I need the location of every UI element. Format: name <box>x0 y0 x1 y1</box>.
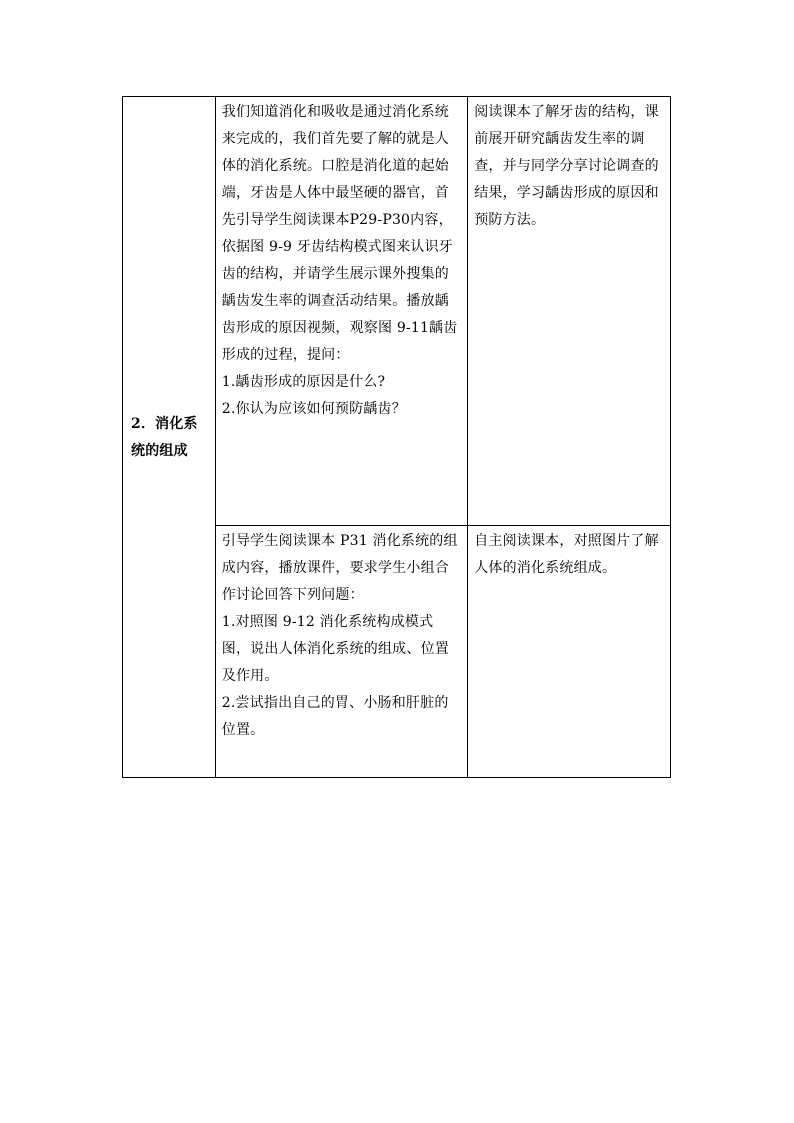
teacher-activity-cell <box>215 526 467 778</box>
question-item: 2.尝试指出自己的胃、小肠和肝脏的位置。 <box>221 695 449 738</box>
question-item: 2.你认为应该如何预防龋齿？ <box>221 401 406 417</box>
student-activity-cell: 自主阅读课本，对照图片了解人体的消化系统组成。 <box>468 526 671 778</box>
topic-cell: 2．消化系统的组成 <box>123 97 216 778</box>
question-item: 1.对照图 9-12 消化系统构成模式图，说出人体消化系统的组成、位置及作用。 <box>221 614 449 684</box>
question-item: 1.龋齿形成的原因是什么? <box>221 374 386 390</box>
teacher-activity-cell <box>215 97 467 526</box>
lesson-plan-table <box>122 96 671 778</box>
teacher-activity-text: 引导学生阅读课本 P31 消化系统的组成内容，播放课件，要求学生小组合作讨论回答下列问题： <box>221 533 458 603</box>
teacher-activity-text: 我们知道消化和吸收是通过消化系统来完成的，我们首先要了解的就是人体的消化系统。口腔是消化道的起始端，牙齿是人体中最坚硬的器官，首先引导学生阅读课本P29-P30内容，依据图 9-9 牙齿结构模式图来认识牙齿的结构，并请学生展示课外搜集的龋齿发生率的调查活动结果。播放龋齿形成的原因视频，观察图 9-11龋齿形成的过程，提问： <box>221 104 458 363</box>
student-activity-cell: 阅读课本了解牙齿的结构，课前展开研究龋齿发生率的调查，并与同学分享讨论调查的结果，学习龋齿形成的原因和预防方法。 <box>468 97 671 526</box>
table-row <box>123 97 671 526</box>
